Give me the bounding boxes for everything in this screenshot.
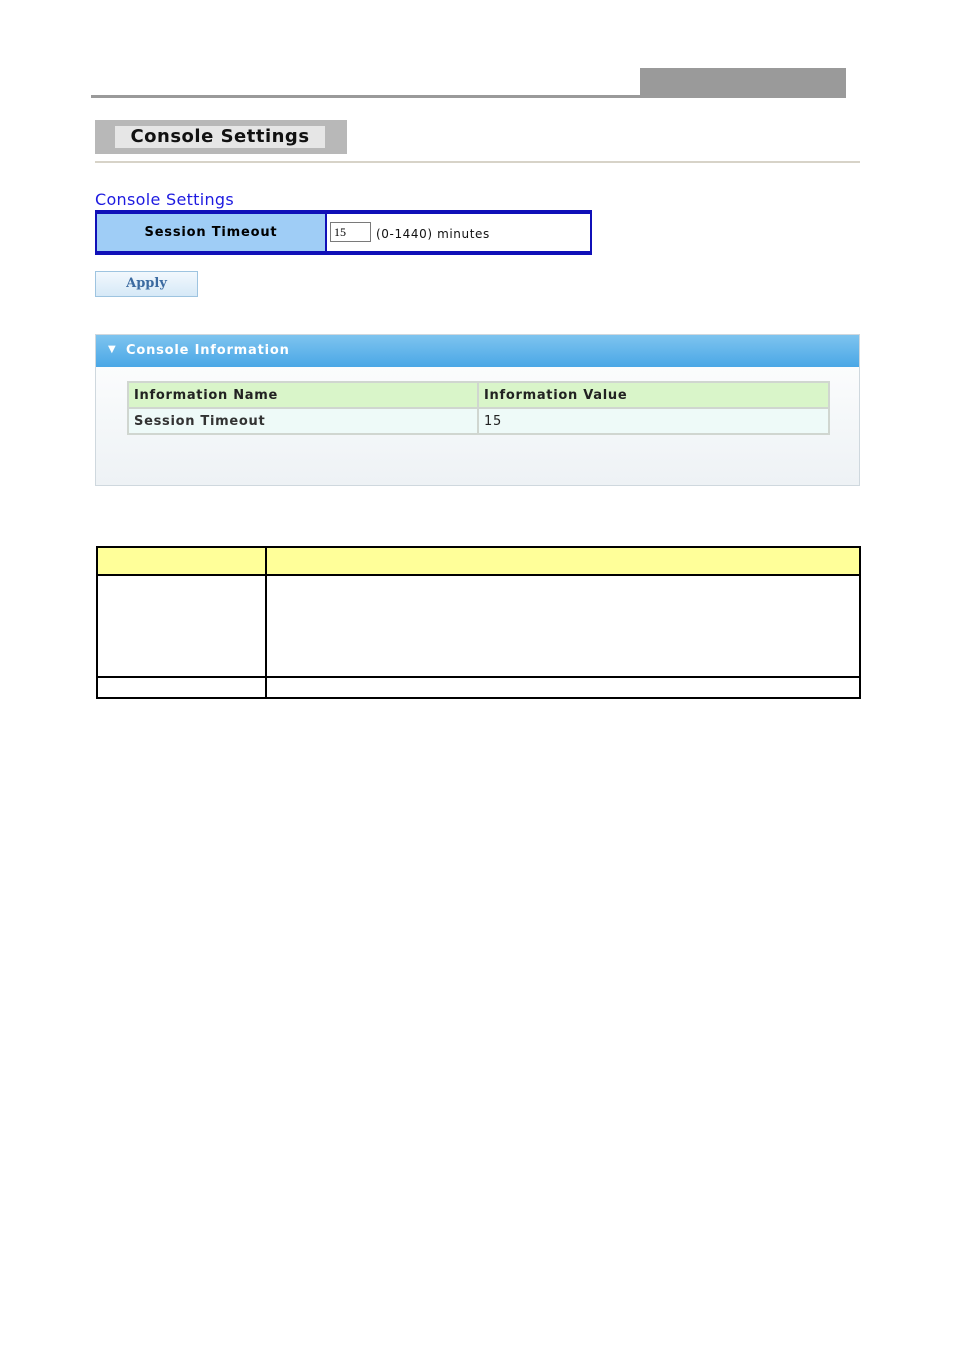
description-cell-text	[266, 575, 860, 677]
console-information-panel	[95, 334, 860, 486]
description-cell-object	[97, 677, 266, 698]
description-row	[97, 575, 860, 677]
top-rule	[91, 95, 640, 98]
info-value-cell: 15	[478, 408, 829, 434]
table-row	[128, 408, 829, 434]
settings-heading: Console Settings	[95, 190, 235, 209]
page-title-box	[95, 120, 347, 154]
description-header-row	[97, 547, 860, 575]
description-header-object	[97, 547, 266, 575]
console-information-table	[127, 381, 830, 435]
table-header-row	[128, 382, 829, 408]
description-table	[96, 546, 861, 699]
top-tab-block	[640, 68, 846, 98]
session-timeout-label: Session Timeout	[97, 214, 327, 251]
title-divider	[95, 161, 860, 163]
description-header-description	[266, 547, 860, 575]
console-information-header[interactable]	[96, 335, 859, 367]
description-row	[97, 677, 860, 698]
column-header-name: Information Name	[128, 382, 478, 408]
session-timeout-input[interactable]	[330, 222, 371, 242]
description-cell-text	[266, 677, 860, 698]
console-settings-form	[95, 210, 592, 255]
apply-button[interactable]: Apply	[95, 271, 198, 297]
collapse-arrow-icon[interactable]: ▼	[108, 344, 116, 355]
console-information-title: Console Information	[126, 343, 290, 358]
info-name-cell: Session Timeout	[128, 408, 478, 434]
description-cell-object	[97, 575, 266, 677]
column-header-value: Information Value	[478, 382, 829, 408]
session-timeout-range-hint: (0-1440) minutes	[376, 227, 490, 241]
page-title: Console Settings	[115, 126, 325, 148]
